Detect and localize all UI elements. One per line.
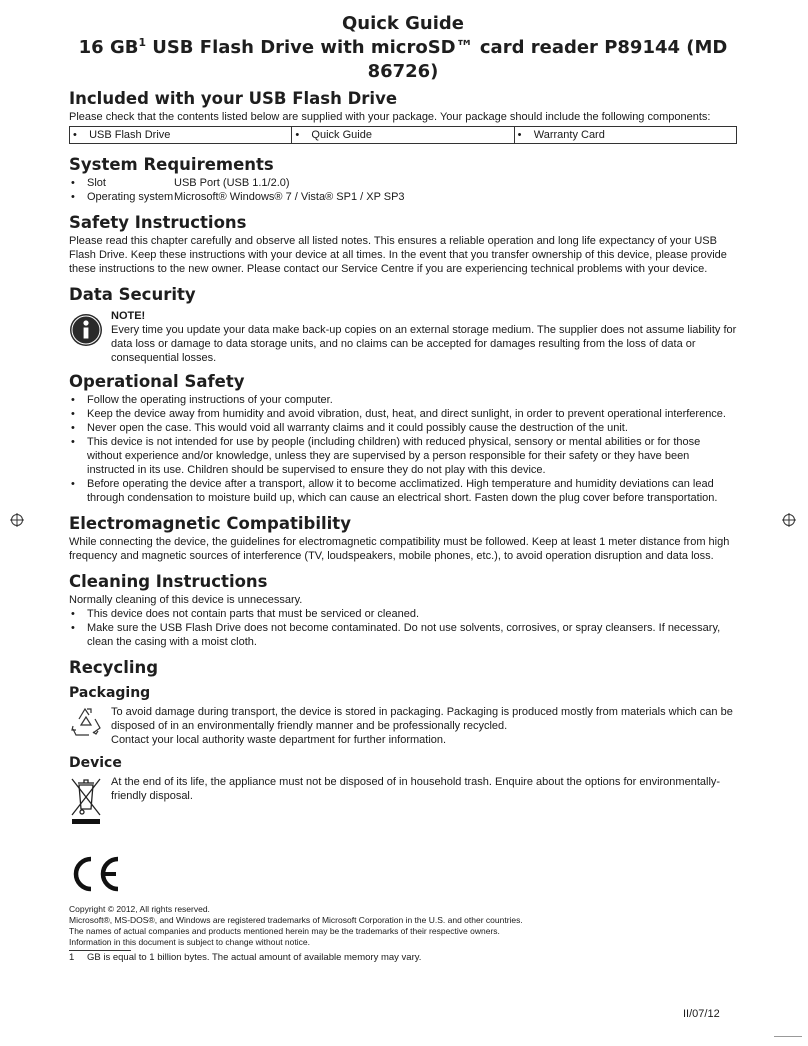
included-intro: Please check that the contents listed below are supplied with your package. Your package should include the following components: [69,111,711,123]
section-data-security [69,284,737,365]
component-item: • Warranty Card [514,127,736,144]
packaging-contact: Contact your local authority waste department for further information. [111,734,447,746]
ce-mark [69,855,737,898]
footnote [69,951,737,964]
date-code: II/07/12 [683,1008,720,1020]
heading-packaging: Packaging [69,685,151,701]
heading-system-requirements: System Requirements [69,155,274,174]
heading-cleaning: Cleaning Instructions [69,572,268,591]
heading-device: Device [69,755,122,771]
doc-title: Quick Guide [341,13,465,34]
list-item: • This device is not intended for use by people (including children) with reduced physical, sensory or mental abilities or for those without experience and/or knowledge, unless they are supervised by a person responsible for their safety or they have been instructed in its use. Children should be supervised to ensure they do not play with this device. [69,435,737,477]
emc-text: While connecting the device, the guidelines for electromagnetic compatibility must be followed. Keep at least 1 meter distance from high frequency and magnetic sources of interference (TV, loudspeakers, mobile phones, etc.), to avoid operation disruption and data loss. [69,536,730,562]
sysreq-label: • Operating system [69,190,174,204]
document-page [69,12,737,964]
heading-data-security: Data Security [69,285,196,304]
sysreq-value: Microsoft® Windows® 7 / Vista® SP1 / XP SP3 [174,191,405,203]
section-included [69,88,737,144]
safety-text: Please read this chapter carefully and observe all listed notes. This ensures a reliable operation and long life expectancy of your USB Flash Drive. Keep these instructions with your device at all times. In the event that you transfer ownership of this device, please provide these instructions to the new owner. Please contact our Service Centre if you are experiencing technical problems with your device. [69,235,727,275]
section-cleaning [69,571,737,649]
list-item: • This device does not contain parts that must be serviced or cleaned. [69,607,737,621]
heading-recycling: Recycling [69,658,159,677]
cleaning-intro: Normally cleaning of this device is unnecessary. [69,594,303,606]
heading-operational-safety: Operational Safety [69,372,245,391]
info-icon [69,313,103,347]
section-safety [69,212,737,276]
heading-safety: Safety Instructions [69,213,247,232]
heading-included: Included with your USB Flash Drive [69,89,398,108]
section-system-requirements [69,154,737,204]
sysreq-value: USB Port (USB 1.1/2.0) [174,177,290,189]
trademark-notice: The names of actual companies and products mentioned herein may be the trademarks of their respective owners. [69,926,500,936]
list-item: • Never open the case. This would void all warranty claims and it could possibly cause the destruction of the unit. [69,421,737,435]
note-box [69,309,737,365]
ce-mark-icon [69,855,121,893]
cleaning-list [69,607,737,649]
crossed-bin-icon [69,775,103,825]
trademark-notice: Microsoft®, MS-DOS®, and Windows are registered trademarks of Microsoft Corporation in the U.S. and other countries. [69,915,523,925]
section-emc [69,513,737,563]
component-item: • USB Flash Drive [70,127,292,144]
sysreq-label: • Slot [69,176,174,190]
note-title: NOTE! [111,310,146,322]
device-disposal-block [69,775,737,825]
footnote-number: 1 [69,952,75,963]
system-requirements-list [69,176,737,204]
component-item: • Quick Guide [292,127,514,144]
device-text: At the end of its life, the appliance must not be disposed of in household trash. Enquire about the options for environmentally-friendly disposal. [111,776,721,802]
operational-safety-list [69,393,737,505]
section-operational-safety [69,371,737,505]
footer [69,904,737,948]
packaging-block [69,705,737,747]
list-item: • Follow the operating instructions of your computer. [69,393,737,407]
doc-subtitle: 16 $GB^1$ USB Flash Drive with microSD™ card reader P89144 (MD 86726) [78,36,728,82]
list-item: • Keep the device away from humidity and avoid vibration, dust, heat, and direct sunlight, in order to prevent operational interference. [69,407,737,421]
note-text: Every time you update your data make back-up copies on an external storage medium. The supplier does not assume liability for data loss or damage to data storage units, and no claims can be accepted for damages resulting from the loss of data or consequential losses. [111,324,737,364]
change-notice: Information in this document is subject to change without notice. [69,937,310,947]
list-item: • Before operating the device after a transport, allow it to become acclimatized. High temperature and humidity deviations can lead through condensation to moisture build up, which can cause an electrical short. Fasten down the plug cover before transportation. [69,477,737,505]
recycle-icon [69,705,103,739]
registration-mark-left [10,513,24,527]
section-recycling [69,657,737,825]
packaging-text: To avoid damage during transport, the device is stored in packaging. Packaging is produced mostly from materials which can be disposed of in an environmentally friendly manner and be professionally recycled. [111,706,733,732]
components-table [69,126,737,144]
footnote-text: GB is equal to 1 billion bytes. The actual amount of available memory may vary. [87,952,422,963]
heading-emc: Electromagnetic Compatibility [69,514,351,533]
copyright: Copyright © 2012, All rights reserved. [69,904,210,914]
registration-mark-right [782,513,796,527]
list-item: • Make sure the USB Flash Drive does not become contaminated. Do not use solvents, corrosives, or spray cleansers. If necessary, clean the casing with a moist cloth. [69,621,737,649]
